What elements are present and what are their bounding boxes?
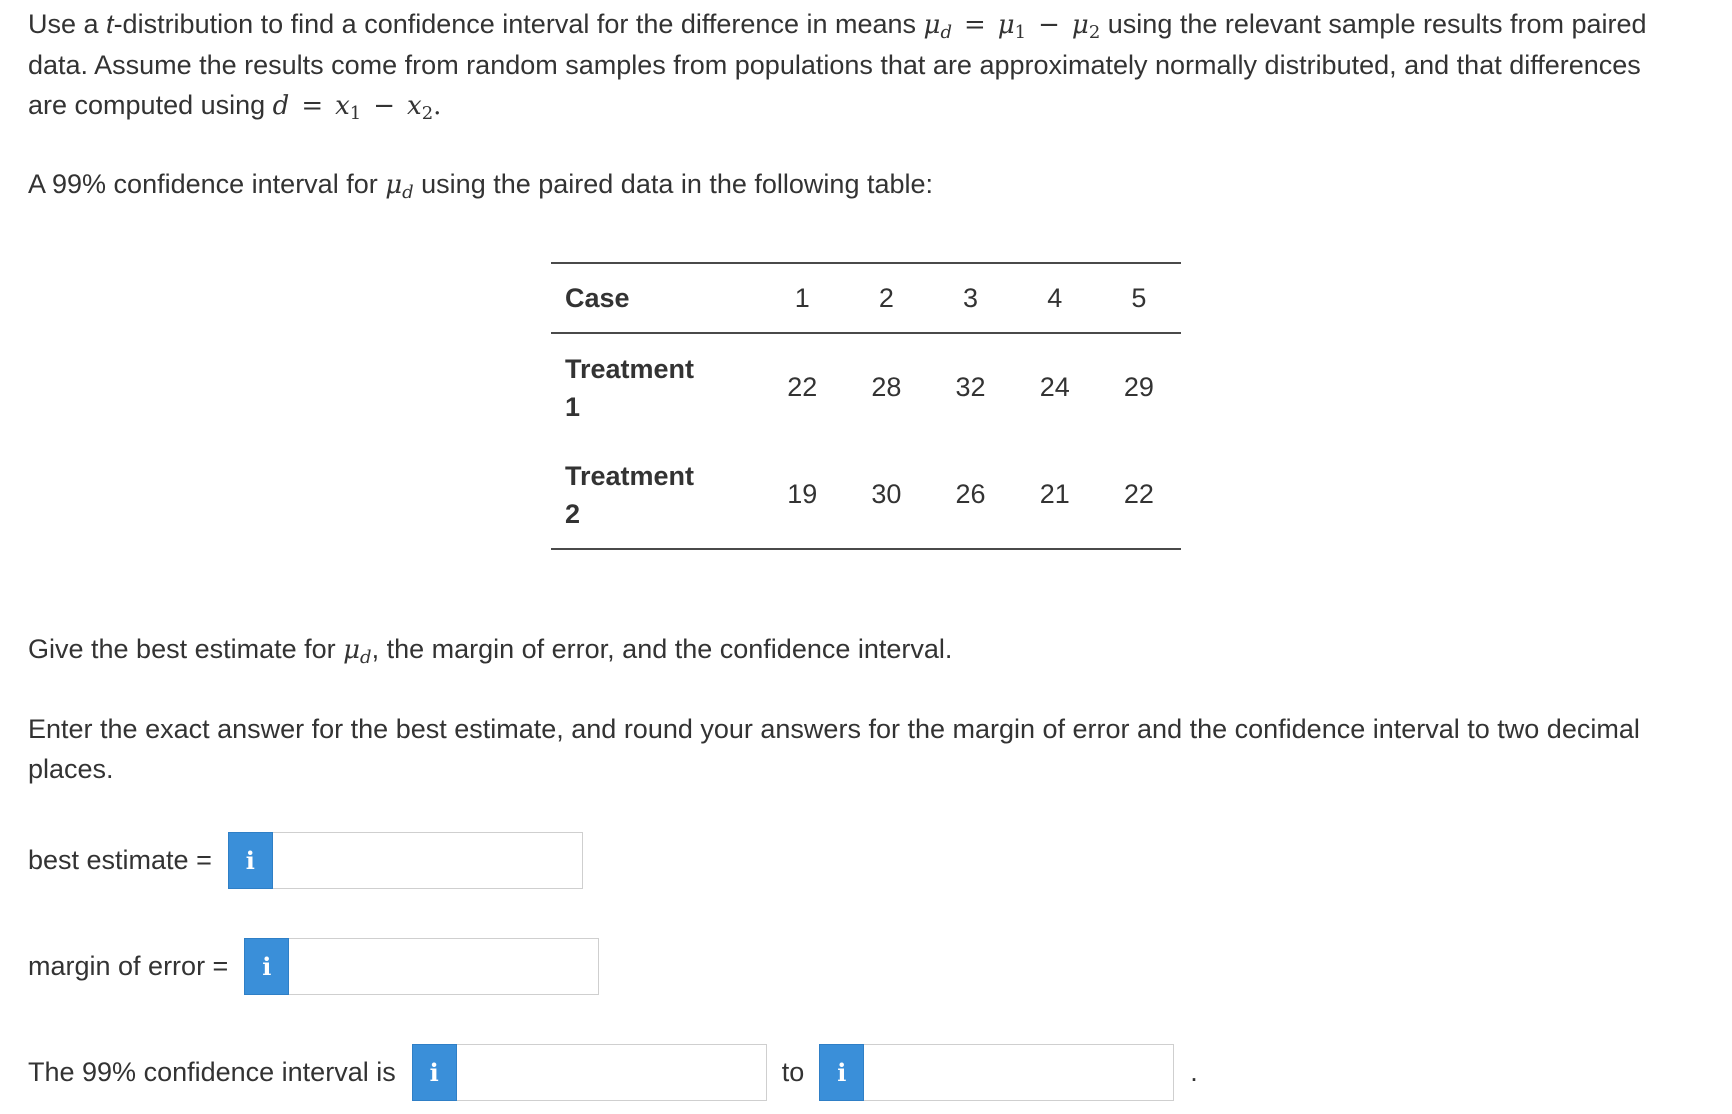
best-estimate-label: best estimate = [28,845,212,875]
info-icon[interactable]: i [244,938,289,995]
best-estimate-input[interactable] [273,832,583,889]
row-label-treatment-1: Treatment 1 [565,353,695,422]
problem-instructions: Use a t-distribution to find a confidence interval for the difference in means $\mu_d = \mu_1 - \mu_2$ using the relevant sample results from paired data. Assume the results come from random samples from populations that are approximately normally distributed, and that differences are computed using $d = x_1 - x_2$. [28,9,1647,124]
row-label-treatment-2: Treatment 2 [565,460,695,529]
ci-upper-input[interactable] [864,1044,1174,1101]
info-icon[interactable]: i [412,1044,457,1101]
paired-data-table [551,262,1181,550]
table-header-row [551,263,1181,333]
table-cell: 19 [787,479,818,509]
math-d-equation: $d = x_1 - x_2$ [272,91,434,124]
table-cell: 22 [787,372,818,402]
info-icon[interactable]: i [228,832,273,889]
question-line: A 99% confidence interval for $\mu_d$ using the paired data in the following table: [28,169,934,203]
case-number: 4 [1047,282,1063,313]
table-cell: 28 [871,372,902,402]
table-cell: 21 [1039,479,1070,509]
info-icon[interactable]: i [819,1044,864,1101]
case-number: 1 [794,282,810,313]
confidence-interval-label: The 99% confidence interval is [28,1057,396,1087]
rounding-instructions: Enter the exact answer for the best estimate, and round your answers for the margin of error and the confidence interval to two decimal places. [28,714,1640,784]
case-number: 2 [878,282,894,313]
best-estimate-row [28,832,583,889]
table-row [551,441,1181,549]
margin-of-error-row [28,938,599,995]
case-number: 5 [1131,282,1147,313]
table-cell: 29 [1123,372,1154,402]
margin-of-error-input[interactable] [289,938,599,995]
to-label: to [781,1057,805,1087]
confidence-interval-row [28,1044,1198,1101]
math-mu-d: $\mu_d$ [385,170,414,203]
case-header: Case [565,283,630,313]
table-cell: 22 [1123,479,1154,509]
math-mu-d: $\mu_d$ [343,635,372,668]
math-mu-d-equation: $\mu_d = \mu_1 - \mu_2$ [923,10,1101,43]
table-cell: 30 [871,479,902,509]
table-row [551,333,1181,441]
table-cell: 26 [955,479,986,509]
estimate-prompt: Give the best estimate for $\mu_d$, the margin of error, and the confidence interval. [28,634,953,668]
case-number: 3 [963,282,979,313]
margin-of-error-label: margin of error = [28,951,229,981]
ci-lower-input[interactable] [457,1044,767,1101]
table-cell: 32 [955,372,986,402]
period: . [1190,1057,1198,1087]
table-cell: 24 [1039,372,1070,402]
